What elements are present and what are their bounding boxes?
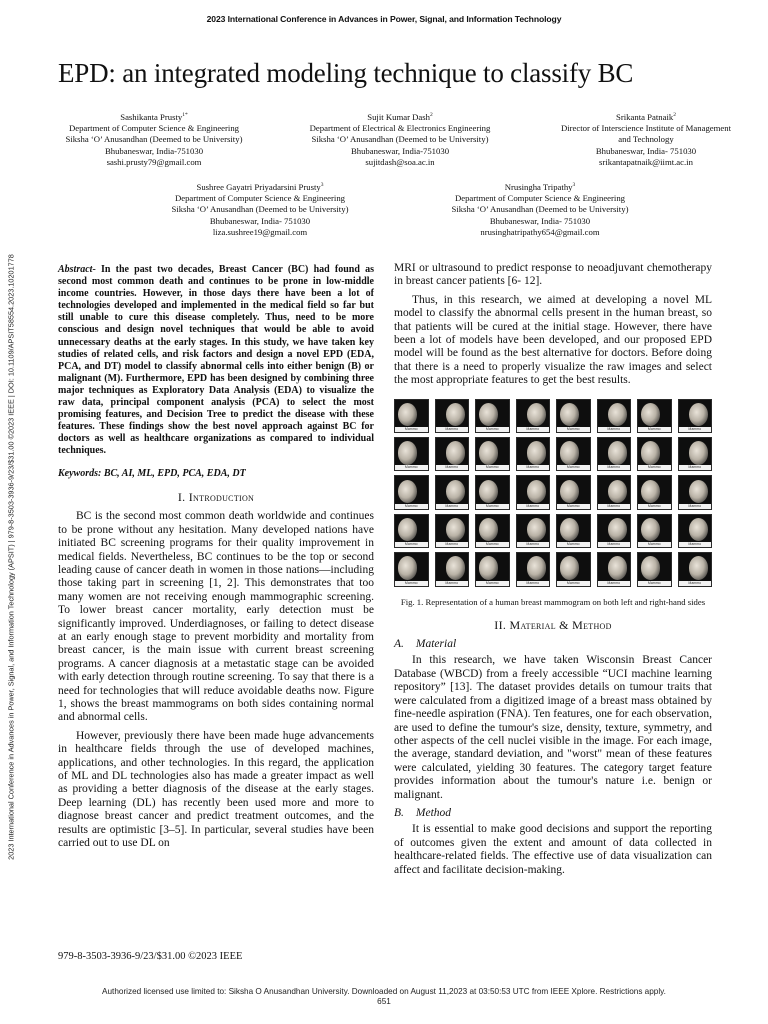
author-block <box>286 110 514 168</box>
author-affiliation: Siksha ‘O’ Anusandhan (Deemed to be University) <box>65 134 243 145</box>
section-heading-material-method: II. Material & Method <box>494 617 612 632</box>
subsection-heading-material: A. Material <box>394 638 457 651</box>
mammogram-label: Mammo <box>598 465 631 470</box>
mammogram-label: Mammo <box>638 465 671 470</box>
author-email: srikantapatnaik@iimt.ac.in <box>599 157 693 168</box>
mammogram-image <box>597 475 632 509</box>
mammogram-label: Mammo <box>557 427 590 432</box>
mammogram-label: Mammo <box>436 427 469 432</box>
mammogram-image <box>556 475 591 509</box>
author-email: sashi.prusty79@gmail.com <box>106 157 202 168</box>
mammogram-label: Mammo <box>476 427 509 432</box>
mammogram-image <box>516 552 551 586</box>
side-strip-text: 2023 International Conference in Advances in Power, Signal, and Information Technology (APSIT) | 979-8-3503-3936-9/23/$31.00 ©2023 IEEE | DOI: 10.1109/APSIT58554.2023.10201778 <box>6 254 16 860</box>
abstract-text: In the past two decades, Breast Cancer (BC) had found as second most common death and continues to be prone in low-middle income countries. However, in those days there have been a lot of technologies developed and implemented in the medical field so far but still unable to cure this disease completely. Thus, need to be more conscious and design novel techniques that would be able to avoid unnecessary deaths at the early stages. In this study, we have taken key studies of related cells, and risk factors and design a novel EPD (EDA, PCA, and DT) model to classify abnormal cells into either benign (B) or malignant (M). Furthermore, EPD has been designed by combining three major techniques as Exploratory Data Analysis (EDA) to visualize the raw data, principal component analysis (PCA) to select the most promising features, and Decision Tree to predict the disease with these features. These findings show the best novel approach against BC for doctors as well as healthcare organizations as compared to individual techniques. <box>58 264 374 457</box>
author-block <box>426 180 654 238</box>
mammogram-label: Mammo <box>517 581 550 586</box>
mammogram-image <box>435 399 470 433</box>
author-address: Bhubaneswar, India-751030 <box>104 145 204 156</box>
mammogram-label: Mammo <box>679 542 712 547</box>
mammogram-image <box>597 514 632 548</box>
mammogram-label: Mammo <box>395 542 428 547</box>
mammogram-label: Mammo <box>476 465 509 470</box>
continuation-paragraph: MRI or ultrasound to predict response to neoadjuvant chemotherapy in breast cancer patients [6- 12]. <box>394 262 712 288</box>
mammogram-label: Mammo <box>598 581 631 586</box>
mammogram-image <box>435 475 470 509</box>
author-affiliation: Department of Computer Science & Engineering <box>454 193 626 204</box>
author-address: Bhubaneswar, India- 751030 <box>595 145 697 156</box>
mammogram-image <box>475 552 510 586</box>
mammogram-image <box>475 399 510 433</box>
mammogram-image <box>394 475 429 509</box>
author-affiliation: Department of Computer Science & Engineering <box>68 123 240 134</box>
authors-row-1 <box>40 110 760 168</box>
mammogram-image <box>678 552 713 586</box>
page-number: 651 <box>377 997 391 1006</box>
mammogram-image <box>394 514 429 548</box>
conference-header: 2023 International Conference in Advances in Power, Signal, and Information Technology <box>206 14 562 24</box>
author-affiliation: and Technology <box>618 134 674 145</box>
mammogram-label: Mammo <box>638 581 671 586</box>
author-email: sujitdash@soa.ac.in <box>365 157 435 168</box>
mammogram-label: Mammo <box>517 504 550 509</box>
mammogram-image <box>597 399 632 433</box>
footer-license: Authorized licensed use limited to: Siksha O Anusandhan University. Downloaded on August 11,2023 at 03:50:53 UTC from IEEE Xplore. Restrictions apply. <box>102 987 666 996</box>
author-name: Sujit Kumar Dash$^2$ <box>367 111 433 122</box>
mammogram-image <box>475 475 510 509</box>
mammogram-label: Mammo <box>598 427 631 432</box>
mammogram-label: Mammo <box>436 542 469 547</box>
mammogram-label: Mammo <box>557 542 590 547</box>
mammogram-label: Mammo <box>476 542 509 547</box>
mammogram-image <box>516 437 551 471</box>
mammogram-image <box>637 437 672 471</box>
intro-paragraph: However, previously there have been made huge advancements in healthcare fields through the use of developed machines, applications, and other technologies. In this regard, the application of ML and DL technologies also has made a greater impact as well as providing a better diagnosis of the disease at the early stages. Deep learning (DL) has recently been used more and more to diagnose breast cancer and predict treatment outcomes, and the results are optimistic [3–5]. In particular, several studies have been carried out to use DL on <box>58 729 374 850</box>
mammogram-label: Mammo <box>638 427 671 432</box>
mammogram-image <box>516 475 551 509</box>
side-strip <box>3 162 19 952</box>
mammogram-label: Mammo <box>395 427 428 432</box>
mammogram-image <box>394 437 429 471</box>
mammogram-image <box>597 437 632 471</box>
author-name: Sashikanta Prusty$^{1*}$ <box>120 111 188 122</box>
author-name: Sushree Gayatri Priyadarsini Prusty$^3$ <box>196 181 324 192</box>
mammogram-label: Mammo <box>395 504 428 509</box>
mammogram-label: Mammo <box>638 542 671 547</box>
mammogram-image <box>678 437 713 471</box>
mammogram-image <box>516 399 551 433</box>
mammogram-label: Mammo <box>395 465 428 470</box>
right-column <box>394 262 712 882</box>
mammogram-label: Mammo <box>517 465 550 470</box>
mammogram-image <box>394 399 429 433</box>
author-affiliation: Department of Computer Science & Engineering <box>174 193 346 204</box>
mammogram-label: Mammo <box>679 581 712 586</box>
abstract-lead: Abstract- <box>58 264 96 275</box>
intro-paragraph: BC is the second most common death worldwide and continues to be prone without any hesitation. Many developed nations have initiated BC screening programs for their quality improvement in medical fields. Nevertheless, BC continues to be the top or second leading cause of cancer death in women in those nations—including those taking part in screening [1, 2]. This demonstrates that too many women are not receiving enough mammographic screening. To lower breast cancer mortality, early detection must be significantly improved. Underdiagnoses, or failing to detect disease at an early enough stage to prevent morbidity and mortality from breast cancer, is the main issue with current breast screening programs. A cancer diagnosis at a metastatic stage can be avoided with early detection through routine screening. To say that there is a need for technologies that will reduce avoidable deaths now. Figure 1, shows the breast mammograms on both sides containing normal and abnormal cells. <box>58 510 374 724</box>
mammogram-image <box>435 514 470 548</box>
material-paragraph: In this research, we have taken Wisconsin Breast Cancer Database (WBCD) from a freely accessible “UCI machine learning repository” [13]. The dataset provides details on tumour traits that were calculated from a digitized image of a breast mass obtained by fine-needle aspiration (FNA). Ten features, one for each observation, are used to define the tumour's size, density, texture, symmetry, and other aspects of the cell nuclei visible in the image. For each image, the average, standard deviation, and "worst" mean of these features were calculated, yielding 30 features. The category target feature provides information about the tumour's nature i.e. benign or malignant. <box>394 654 712 801</box>
mammogram-label: Mammo <box>598 542 631 547</box>
author-block <box>40 110 268 168</box>
author-address: Bhubaneswar, India- 751030 <box>209 215 311 226</box>
copyright-line: 979-8-3503-3936-9/23/$31.00 ©2023 IEEE <box>58 951 243 962</box>
mammogram-image <box>516 514 551 548</box>
mammogram-label: Mammo <box>476 504 509 509</box>
paper-title: EPD: an integrated modeling technique to classify BC <box>58 58 634 88</box>
mammogram-image <box>556 552 591 586</box>
mammogram-image <box>435 437 470 471</box>
author-affiliation: Siksha ‘O’ Anusandhan (Deemed to be University) <box>311 134 489 145</box>
mammogram-label: Mammo <box>517 427 550 432</box>
abstract <box>58 264 374 458</box>
mammogram-label: Mammo <box>557 581 590 586</box>
author-affiliation: Siksha ‘O’ Anusandhan (Deemed to be University) <box>171 204 349 215</box>
mammogram-label: Mammo <box>557 465 590 470</box>
author-email: liza.sushree19@gmail.com <box>212 227 308 238</box>
mammogram-label: Mammo <box>557 504 590 509</box>
mammogram-label: Mammo <box>436 465 469 470</box>
mammogram-image <box>556 399 591 433</box>
authors-row-2 <box>40 180 760 238</box>
mammogram-image <box>637 514 672 548</box>
mammogram-label: Mammo <box>436 581 469 586</box>
method-paragraph: It is essential to make good decisions and support the reporting of outcomes given the extent and amount of data collected in healthcare-related fields. The effective use of data visualization can affect and facilitate decision-making. <box>394 823 712 876</box>
mammogram-image <box>556 514 591 548</box>
author-affiliation: Department of Electrical & Electronics Engineering <box>309 123 491 134</box>
mammogram-image <box>678 475 713 509</box>
mammogram-label: Mammo <box>679 465 712 470</box>
author-email: nrusinghatripathy654@gmail.com <box>480 227 600 238</box>
mammogram-label: Mammo <box>517 542 550 547</box>
mammogram-image <box>556 437 591 471</box>
mammogram-image <box>597 552 632 586</box>
intro-paragraph: Thus, in this research, we aimed at developing a novel ML model to classify the abnormal cells present in the human breast, so that patients will be cured at the initial stage. However, there have been a lot of models have been developed, and our proposed EPD model will be found as the best alternative for doctors. Before doing that there is a need to properly visualize the raw images and select the most appropriate features to get the best results. <box>394 293 712 387</box>
mammogram-image <box>475 437 510 471</box>
mammogram-label: Mammo <box>476 581 509 586</box>
mammogram-image <box>678 514 713 548</box>
author-block <box>532 110 760 168</box>
author-address: Bhubaneswar, India-751030 <box>350 145 450 156</box>
mammogram-image <box>475 514 510 548</box>
footer <box>0 987 768 1007</box>
author-block <box>146 180 374 238</box>
mammogram-label: Mammo <box>679 427 712 432</box>
mammogram-image <box>678 399 713 433</box>
author-affiliation: Siksha ‘O’ Anusandhan (Deemed to be University) <box>451 204 629 215</box>
mammogram-image <box>637 552 672 586</box>
mammogram-image <box>394 552 429 586</box>
left-column <box>58 264 374 855</box>
mammogram-label: Mammo <box>436 504 469 509</box>
mammogram-image <box>637 399 672 433</box>
mammogram-image <box>435 552 470 586</box>
author-address: Bhubaneswar, India- 751030 <box>489 215 591 226</box>
mammogram-image <box>637 475 672 509</box>
figure-caption: Fig. 1. Representation of a human breast mammogram on both left and right-hand sides <box>400 596 706 607</box>
subsection-heading-method: B. Method <box>394 806 452 819</box>
author-affiliation: Director of Interscience Institute of Management <box>560 123 732 134</box>
mammogram-label: Mammo <box>638 504 671 509</box>
section-heading-introduction: I. Introduction <box>177 489 255 504</box>
author-name: Srikanta Patnaik$^2$ <box>616 111 676 122</box>
mammogram-figure <box>394 397 712 589</box>
mammogram-label: Mammo <box>679 504 712 509</box>
mammogram-label: Mammo <box>598 504 631 509</box>
author-name: Nrusingha Tripathy$^3$ <box>504 181 576 192</box>
mammogram-label: Mammo <box>395 581 428 586</box>
keywords: Keywords: BC, AI, ML, EPD, PCA, EDA, DT <box>58 467 246 479</box>
